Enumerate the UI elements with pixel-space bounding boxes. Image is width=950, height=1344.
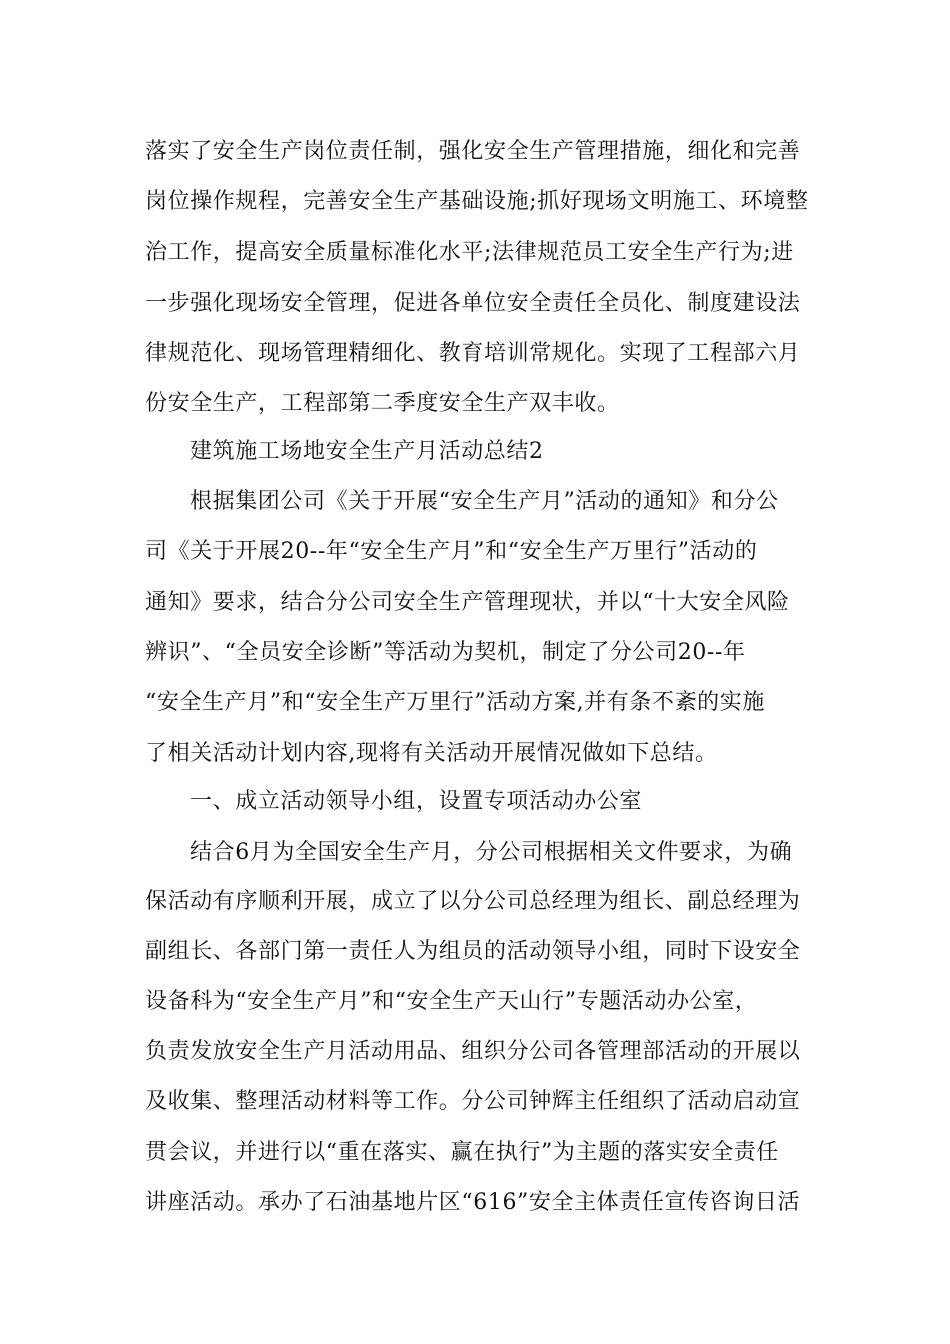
text-line: 负责发放安全生产月活动用品、组织分公司各管理部活动的开展以 <box>145 1039 801 1064</box>
text-line: 落实了安全生产岗位责任制，强化安全生产管理措施，细化和完善 <box>145 139 801 164</box>
text-line: 副组长、各部门第一责任人为组员的活动领导小组，同时下设安全 <box>145 939 801 964</box>
text-line: 司《关于开展20--年“安全生产月”和“安全生产万里行”活动的 <box>145 539 758 564</box>
text-line: 辨识”、“全员安全诊断”等活动为契机，制定了分公司20--年 <box>145 640 746 665</box>
text-line: 讲座活动。承办了石油基地片区“616”安全主体责任宣传咨询日活 <box>145 1190 801 1215</box>
text-line: 份安全生产，工程部第二季度安全生产双丰收。 <box>145 391 620 416</box>
text-line: 根据集团公司《关于开展“安全生产月”活动的通知》和分公 <box>190 489 779 514</box>
text-line: 设备科为“安全生产月”和“安全生产天山行”专题活动办公室， <box>145 989 758 1014</box>
text-line: 保活动有序顺利开展，成立了以分公司总经理为组长、副总经理为 <box>145 889 801 914</box>
text-line: 及收集、整理活动材料等工作。分公司钟辉主任组织了活动启动宣 <box>145 1089 801 1114</box>
text-line: 一步强化现场安全管理，促进各单位安全责任全员化、制度建设法 <box>145 291 801 316</box>
text-line: “安全生产月”和“安全生产万里行”活动方案,并有条不紊的实施 <box>145 690 765 715</box>
text-line: 通知》要求，结合分公司安全生产管理现状，并以“十大安全风险 <box>145 590 790 615</box>
section-heading: 一、成立活动领导小组，设置专项活动办公室 <box>190 789 643 814</box>
text-line: 律规范化、现场管理精细化、教育培训常规化。实现了工程部六月 <box>145 341 801 366</box>
text-line: 结合6月为全国安全生产月，分公司根据相关文件要求，为确 <box>190 840 793 865</box>
text-line: 了相关活动计划内容,现将有关活动开展情况做如下总结。 <box>145 741 718 766</box>
text-line: 贯会议，并进行以“重在落实、赢在执行”为主题的落实安全责任 <box>145 1140 779 1165</box>
text-line: 岗位操作规程，完善安全生产基础设施;抓好现场文明施工、环境整 <box>145 189 809 214</box>
text-line: 治工作，提高安全质量标准化水平;法律规范员工安全生产行为;进 <box>145 240 794 265</box>
section-heading: 建筑施工场地安全生产月活动总结2 <box>190 439 544 464</box>
